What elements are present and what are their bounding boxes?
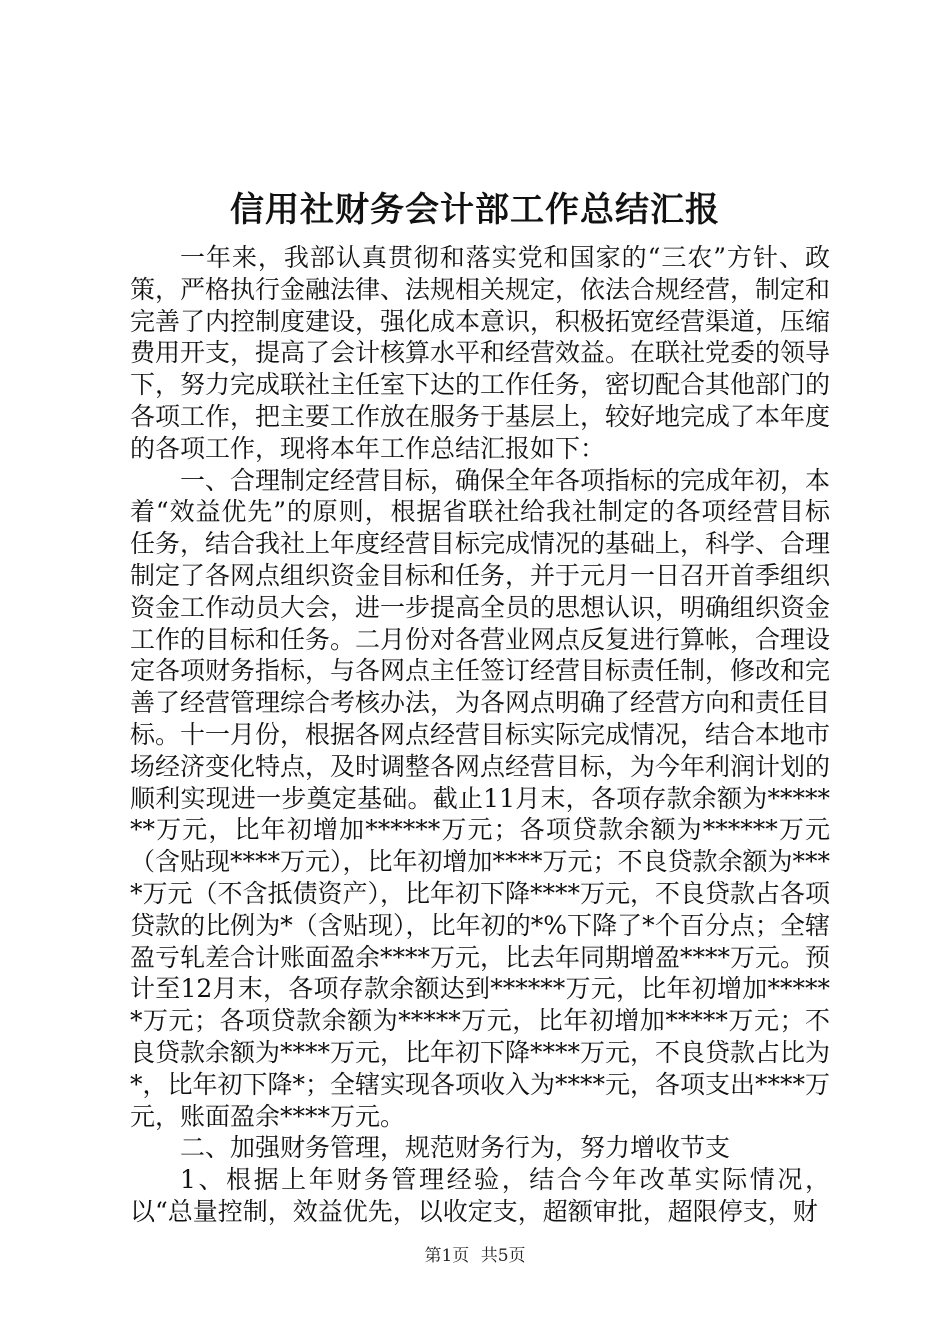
paragraph-section-two-item-one: 1、根据上年财务管理经验，结合今年改革实际情况，以“总量控制，效益优先，以收定支，超额审批，超限停支，财 xyxy=(130,1165,830,1226)
paragraph-section-two-heading: 二、加强财务管理，规范财务行为，努力增收节支 xyxy=(180,1133,731,1163)
page-number-current: 第1页 xyxy=(424,1246,470,1266)
document-body xyxy=(130,242,830,1228)
document-title: 信用社财务会计部工作总结汇报 xyxy=(230,190,720,230)
page-footer xyxy=(0,1244,950,1268)
paragraph-section-one: 一、合理制定经营目标，确保全年各项指标的完成年初，本着“效益优先”的原则，根据省联社给我社制定的各项经营目标任务，结合我社上年度经营目标完成情况的基础上，科学、合理制定了各网点组织资金目标和任务，并于元月一日召开首季组织资金工作动员大会，进一步提高全员的思想认识，明确组织资金工作的目标和任务。二月份对各营业网点反复进行算帐，合理设定各项财务指标，与各网点主任签订经营目标责任制，修改和完善了经营管理综合考核办法，为各网点明确了经营方向和责任目标。十一月份，根据各网点经营目标实际完成情况，结合本地市场经济变化特点，及时调整各网点经营目标，为今年利润计划的顺利实现进一步奠定基础。截止11月末，各项存款余额为*******万元，比年初增加******万元；各项贷款余额为******万元（含贴现****万元），比年初增加****万元；不良贷款余额为****万元（不含抵债资产），比年初下降****万元，不良贷款占各项贷款的比例为*（含贴现），比年初的*%下降了*个百分点；全辖盈亏轧差合计账面盈余****万元，比去年同期增盈****万元。预计至12月末，各项存款余额达到******万元，比年初增加******万元；各项贷款余额为*****万元，比年初增加*****万元；不良贷款余额为****万元，比年初下降****万元，不良贷款占比为*，比年初下降*；全辖实现各项收入为****元，各项支出****万元，账面盈余****万元。 xyxy=(130,465,831,1131)
page-number-total: 共5页 xyxy=(480,1246,526,1266)
paragraph-intro: 一年来，我部认真贯彻和落实党和国家的“三农”方针、政策，严格执行金融法律、法规相关规定，依法合规经营，制定和完善了内控制度建设，强化成本意识，积极拓宽经营渠道，压缩费用开支，提高了会计核算水平和经营效益。在联社党委的领导下，努力完成联社主任室下达的工作任务，密切配合其他部门的各项工作，把主要工作放在服务于基层上，较好地完成了本年度的各项工作，现将本年工作总结汇报如下： xyxy=(130,243,831,463)
